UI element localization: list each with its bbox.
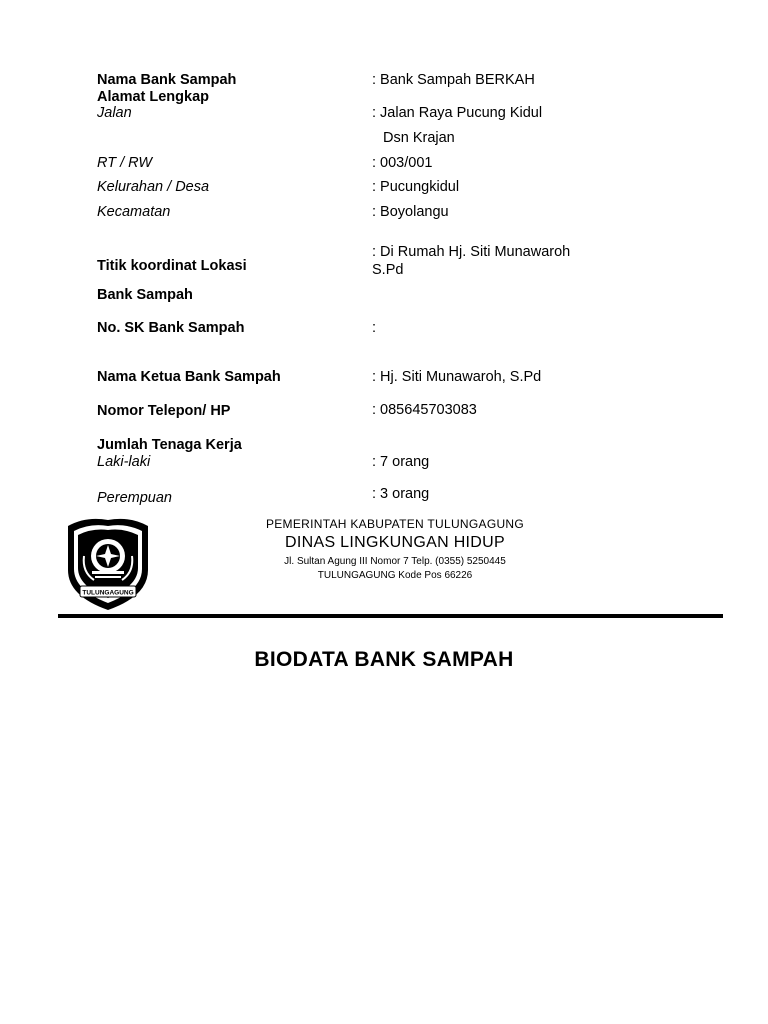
letterhead-divider [58, 614, 723, 618]
letterhead-city-postcode: TULUNGAGUNG Kode Pos 66226 [317, 570, 473, 581]
label-nama-bank-sampah: Nama Bank Sampah [97, 72, 237, 88]
label-jalan: Jalan [97, 105, 132, 121]
label-jumlah-tenaga-kerja: Jumlah Tenaga Kerja [97, 437, 242, 453]
label-rt-rw: RT / RW [97, 155, 153, 171]
label-titik-koordinat-line2: Bank Sampah [97, 287, 193, 303]
value-kecamatan: : Boyolangu [372, 204, 449, 220]
value-jalan-line2: Dsn Krajan [383, 130, 455, 146]
label-titik-koordinat: Titik koordinat Lokasi [97, 258, 247, 274]
value-titik-koordinat-line2: S.Pd [372, 262, 404, 278]
label-kecamatan: Kecamatan [97, 204, 171, 220]
value-no-sk: : [372, 320, 377, 336]
label-no-sk: No. SK Bank Sampah [97, 320, 245, 336]
label-nomor-telepon: Nomor Telepon/ HP [97, 403, 231, 419]
letterhead-department: DINAS LINGKUNGAN HIDUP [285, 534, 505, 551]
value-laki-laki: : 7 orang [372, 454, 430, 470]
label-alamat-lengkap: Alamat Lengkap [97, 89, 209, 105]
value-perempuan: : 3 orang [372, 486, 430, 502]
label-nama-ketua: Nama Ketua Bank Sampah [97, 369, 281, 385]
value-nama-ketua: : Hj. Siti Munawaroh, S.Pd [372, 369, 542, 385]
letterhead-government: PEMERINTAH KABUPATEN TULUNGAGUNG [265, 517, 525, 531]
document-title: BIODATA BANK SAMPAH [254, 648, 514, 671]
value-nama-bank-sampah: : Bank Sampah BERKAH [372, 72, 535, 88]
value-titik-koordinat: : Di Rumah Hj. Siti Munawaroh [372, 244, 571, 260]
letterhead-address: Jl. Sultan Agung III Nomor 7 Telp. (0355) 5250445 [284, 556, 506, 567]
value-rt-rw: : 003/001 [372, 155, 433, 171]
value-jalan: : Jalan Raya Pucung Kidul [372, 105, 543, 121]
label-kelurahan: Kelurahan / Desa [97, 179, 210, 195]
value-nomor-telepon: : 085645703083 [372, 402, 477, 418]
value-kelurahan: : Pucungkidul [372, 179, 460, 195]
label-laki-laki: Laki-laki [97, 454, 151, 470]
logo-text: TULUNGAGUNG [82, 589, 134, 597]
label-perempuan: Perempuan [97, 490, 172, 506]
regency-coat-of-arms-icon [62, 516, 154, 612]
